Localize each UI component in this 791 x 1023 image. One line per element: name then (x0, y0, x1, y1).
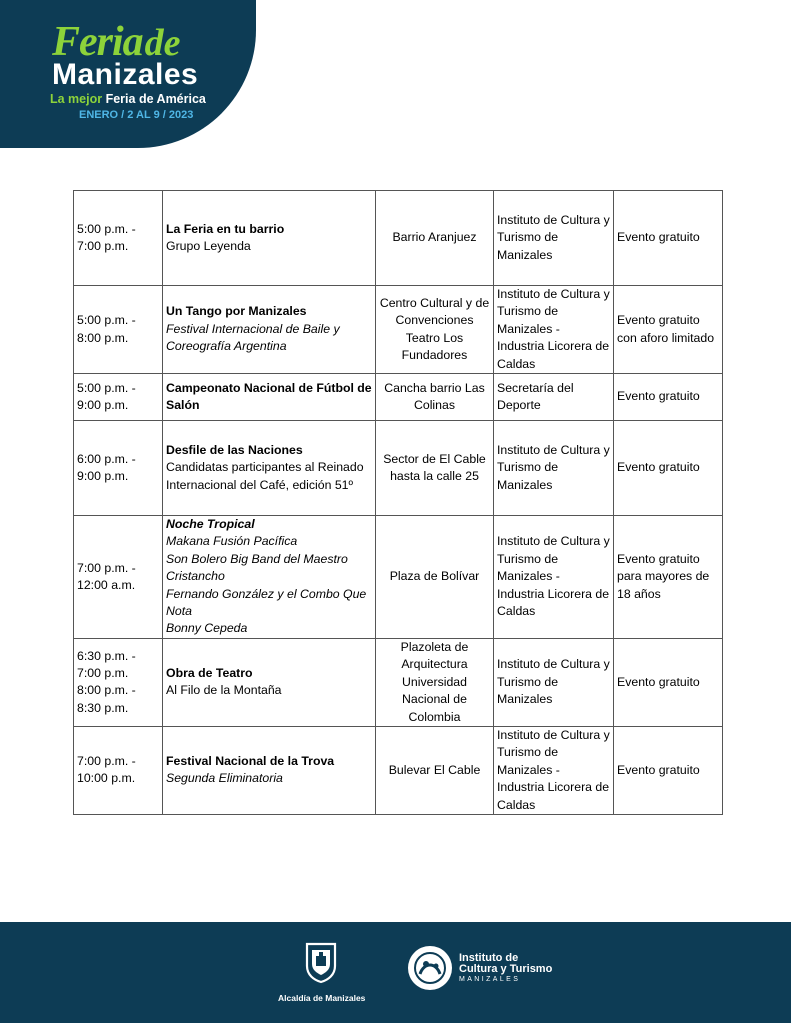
shield-icon (304, 942, 338, 984)
event-time-cell (74, 374, 163, 421)
event-detail: Grupo Leyenda (166, 239, 251, 253)
event-organizer-cell: Instituto de Cultura y Turismo de Manizales - Industria Licorera de Caldas (494, 516, 614, 639)
event-time-line: 6:00 p.m. - (77, 451, 136, 466)
event-time-cell (74, 286, 163, 374)
tagline-b: Feria de América (105, 92, 206, 106)
event-note-cell: Evento gratuito (614, 374, 723, 421)
footer-band (0, 922, 791, 1023)
event-name-cell (163, 516, 376, 639)
table-row (74, 638, 723, 726)
event-time-cell (74, 638, 163, 726)
event-time-line: 5:00 p.m. - (77, 380, 136, 395)
event-place-cell: Bulevar El Cable (376, 726, 494, 814)
event-place-cell: Plazoleta de Arquitectura Universidad Nacional de Colombia (376, 638, 494, 726)
instituto-logo (406, 944, 566, 994)
event-note-cell: Evento gratuito con aforo limitado (614, 286, 723, 374)
event-time-line: 8:00 p.m. (77, 330, 129, 345)
event-detail: Bonny Cepeda (166, 621, 248, 636)
logo-feria: Feria (52, 19, 143, 65)
event-time-line: 7:00 p.m. (77, 665, 129, 680)
event-time-line: 9:00 p.m. (77, 469, 129, 484)
event-organizer-cell: Secretaría del Deporte (494, 374, 614, 421)
event-title: Desfile de las Naciones (166, 442, 303, 457)
instituto-line1: Instituto de (459, 952, 519, 964)
event-name-cell (163, 638, 376, 726)
feria-logo (0, 0, 256, 148)
event-time-cell (74, 421, 163, 516)
event-time-line: 5:00 p.m. - (77, 313, 136, 328)
event-time-line: 8:00 p.m. - (77, 683, 136, 698)
event-name-cell (163, 191, 376, 286)
event-detail: Fernando González y el Combo Que Nota (166, 586, 367, 619)
event-time-line: 10:00 p.m. (77, 771, 136, 786)
event-detail: Candidatas participantes al Reinado Internacional del Café, edición 51º (166, 460, 364, 492)
tagline-a: La mejor (50, 92, 103, 106)
event-time-line: 8:30 p.m. (77, 700, 129, 715)
table-row (74, 191, 723, 286)
alcaldia-logo (278, 942, 364, 1003)
event-organizer-cell: Instituto de Cultura y Turismo de Manizales (494, 421, 614, 516)
event-name-cell (163, 286, 376, 374)
logo-tagline (50, 92, 206, 106)
event-detail: Segunda Eliminatoria (166, 771, 283, 786)
instituto-line3: MANIZALES (459, 976, 521, 983)
table-row (74, 286, 723, 374)
event-organizer-cell: Instituto de Cultura y Turismo de Manizales - Industria Licorera de Caldas (494, 726, 614, 814)
event-note-cell: Evento gratuito (614, 726, 723, 814)
event-detail: Makana Fusión Pacífica (166, 534, 298, 549)
event-title: Noche Tropical (166, 517, 255, 532)
event-time-line: 9:00 p.m. (77, 398, 129, 413)
events-table (73, 190, 723, 815)
event-title: Campeonato Nacional de Fútbol de Salón (166, 380, 372, 413)
instituto-name (459, 953, 552, 985)
event-note-cell: Evento gratuito para mayores de 18 años (614, 516, 723, 639)
event-time-line: 12:00 a.m. (77, 577, 136, 592)
event-time-line: 6:30 p.m. - (77, 648, 136, 663)
event-title: Festival Nacional de la Trova (166, 754, 335, 769)
alcaldia-name: Alcaldía de Manizales (278, 993, 366, 1003)
table-row (74, 374, 723, 421)
event-detail: Festival Internacional de Baile y Coreografía Argentina (166, 321, 340, 354)
logo-de: de (144, 22, 181, 64)
table-row (74, 516, 723, 639)
event-place-cell: Sector de El Cable hasta la calle 25 (376, 421, 494, 516)
event-time-cell (74, 516, 163, 639)
event-title: Obra de Teatro (166, 665, 253, 680)
event-time-cell (74, 726, 163, 814)
event-detail: Son Bolero Big Band del Maestro Cristancho (166, 551, 348, 584)
event-time-line: 7:00 p.m. - (77, 754, 136, 769)
event-organizer-cell: Instituto de Cultura y Turismo de Manizales - Industria Licorera de Caldas (494, 286, 614, 374)
event-note-cell: Evento gratuito (614, 421, 723, 516)
event-time-line: 7:00 p.m. - (77, 560, 136, 575)
event-note-cell: Evento gratuito (614, 191, 723, 286)
event-place-cell: Centro Cultural y de Convenciones Teatro Los Fundadores (376, 286, 494, 374)
instituto-emblem-icon (406, 944, 454, 992)
event-place-cell: Cancha barrio Las Colinas (376, 374, 494, 421)
event-organizer-cell: Instituto de Cultura y Turismo de Manizales (494, 638, 614, 726)
table-row (74, 421, 723, 516)
event-time-cell (74, 191, 163, 286)
event-detail: Al Filo de la Montaña (166, 683, 282, 698)
event-time-line: 7:00 p.m. (77, 239, 129, 253)
event-title: Un Tango por Manizales (166, 304, 307, 319)
event-place-cell: Barrio Aranjuez (376, 191, 494, 286)
logo-city: Manizales (52, 58, 199, 91)
event-place-cell: Plaza de Bolívar (376, 516, 494, 639)
events-table-body (74, 191, 723, 815)
event-note-cell: Evento gratuito (614, 638, 723, 726)
event-name-cell (163, 726, 376, 814)
event-organizer-cell: Instituto de Cultura y Turismo de Manizales (494, 191, 614, 286)
logo-dates: ENERO / 2 AL 9 / 2023 (79, 109, 194, 121)
event-title: La Feria en tu barrio (166, 221, 285, 236)
event-name-cell (163, 374, 376, 421)
instituto-line2: Cultura y Turismo (459, 963, 553, 975)
event-name-cell (163, 421, 376, 516)
table-row (74, 726, 723, 814)
event-time-line: 5:00 p.m. - (77, 221, 136, 236)
